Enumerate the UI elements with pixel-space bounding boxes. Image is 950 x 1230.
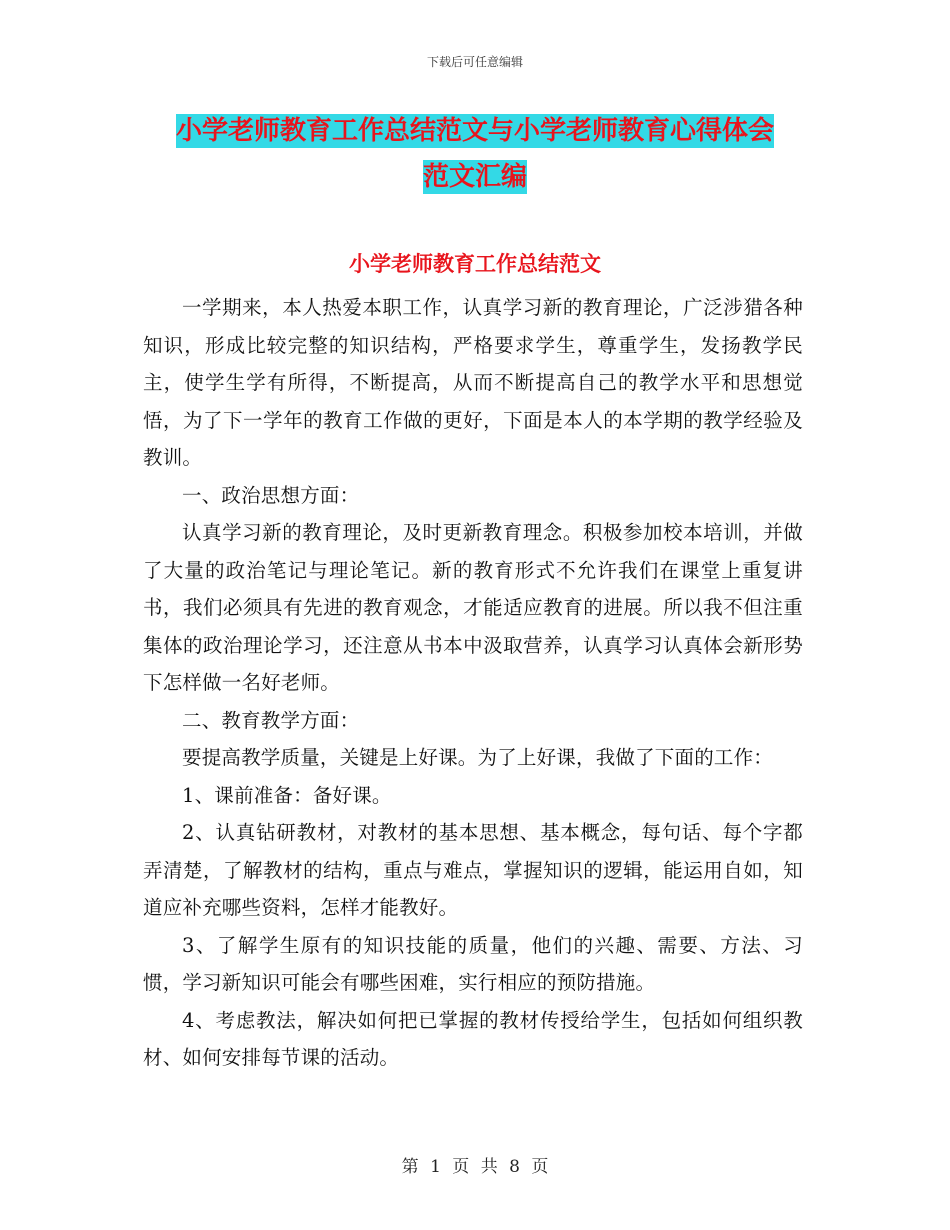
document-title — [150, 108, 800, 200]
paragraph-intro: 一学期来，本人热爱本职工作，认真学习新的教育理论，广泛涉猎各种知识，形成比较完整的知识结构，严格要求学生，尊重学生，发扬教学民主，使学生学有所得，不断提高，从而不断提高自己的教学水平和思想觉悟，为了下一学年的教育工作做的更好，下面是本人的本学期的教学经验及教训。 — [143, 296, 803, 469]
section-title: 小学老师教育工作总结范文 — [349, 252, 601, 276]
paragraph-heading-teaching: 二、教育教学方面： — [182, 708, 360, 732]
document-title-line-1: 小学老师教育工作总结范文与小学老师教育心得体会 — [175, 116, 774, 146]
paragraph-politics: 认真学习新的教育理论，及时更新教育理念。积极参加校本培训，并做了大量的政治笔记与理论笔记。新的教育形式不允许我们在课堂上重复讲书，我们必须具有先进的教育观念，才能适应教育的进展。所以我不但注重集体的政治理论学习，还注意从书本中汲取营养，认真学习认真体会新形势下怎样做一名好老师。 — [143, 521, 803, 694]
paragraph-teaching: 要提高教学质量，关键是上好课。为了上好课，我做了下面的工作： — [182, 746, 774, 769]
paragraph-heading-politics: 一、政治思想方面： — [182, 483, 360, 507]
body-text — [143, 289, 803, 1077]
paragraph-item-1: 1、课前准备：备好课。 — [182, 783, 392, 807]
document-title-line-2: 范文汇编 — [422, 162, 527, 192]
paragraph-item-4: 4、考虑教法，解决如何把已掌握的教材传授给学生，包括如何组织教材、如何安排每节课的活动。 — [143, 1008, 803, 1069]
header-note: 下载后可任意编辑 — [426, 55, 523, 69]
paragraph-item-3: 3、了解学生原有的知识技能的质量，他们的兴趣、需要、方法、习惯，学习新知识可能会有哪些困难，实行相应的预防措施。 — [143, 933, 803, 994]
paragraph-item-2: 2、认真钻研教材，对教材的基本思想、基本概念，每句话、每个字都弄清楚，了解教材的结构，重点与难点，掌握知识的逻辑，能运用自如，知道应补充哪些资料，怎样才能教好。 — [143, 821, 803, 919]
page-footer: 第 1 页 共 8 页 — [401, 1157, 549, 1177]
